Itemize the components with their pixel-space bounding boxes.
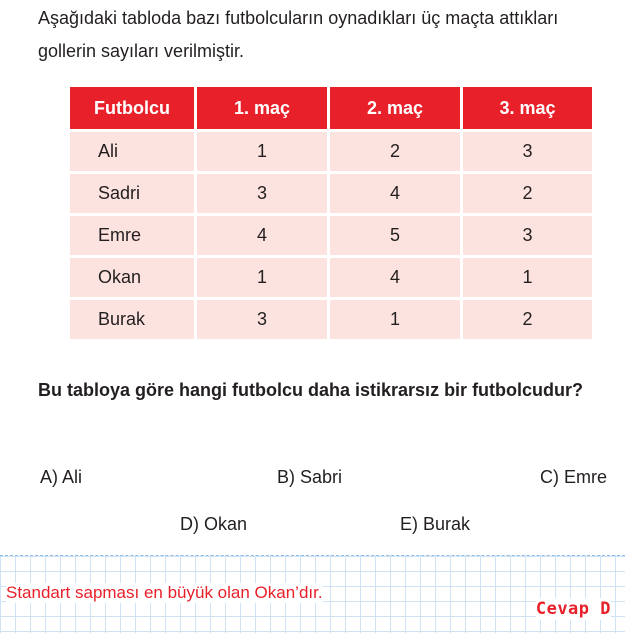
goals-cell: 1 [197,258,327,297]
solution-text: Standart sapması en büyük olan Okan’dır. [6,583,323,602]
player-name: Emre [70,216,194,255]
header-match-2: 2. maç [330,87,460,129]
option-d[interactable]: D) Okan [180,514,248,534]
goals-cell: 2 [330,132,460,171]
player-name: Burak [70,300,194,339]
player-name: Sadri [70,174,194,213]
goals-cell: 3 [463,132,592,171]
option-b[interactable]: B) Sabri [277,467,343,487]
goals-cell: 2 [463,300,592,339]
answer-label: Cevap D [535,599,611,619]
intro-text: Aşağıdaki tabloda bazı futbolcuların oynadıkları üç maçta attıkları gollerin sayıları verilmiştir. [38,8,559,61]
goals-cell: 3 [197,174,327,213]
player-name: Okan [70,258,194,297]
option-c[interactable]: C) Emre [540,467,607,487]
goals-cell: 1 [197,132,327,171]
table-header-row [70,87,592,129]
player-name: Ali [70,132,194,171]
option-a[interactable]: A) Ali [40,467,83,487]
table-row [70,174,592,213]
question-text: Bu tabloya göre hangi futbolcu daha istikrarsız bir futbolcudur? [38,380,584,400]
header-match-1: 1. maç [197,87,327,129]
goals-cell: 4 [330,174,460,213]
goals-cell: 3 [463,216,592,255]
table-row [70,300,592,339]
goals-cell: 3 [197,300,327,339]
goals-table [67,84,595,342]
goals-cell: 5 [330,216,460,255]
goals-cell: 2 [463,174,592,213]
option-e[interactable]: E) Burak [400,514,471,534]
header-match-3: 3. maç [463,87,592,129]
goals-cell: 1 [463,258,592,297]
goals-cell: 4 [197,216,327,255]
table-row [70,258,592,297]
table-row [70,132,592,171]
table-row [70,216,592,255]
header-player: Futbolcu [70,87,194,129]
goals-cell: 1 [330,300,460,339]
goals-cell: 4 [330,258,460,297]
